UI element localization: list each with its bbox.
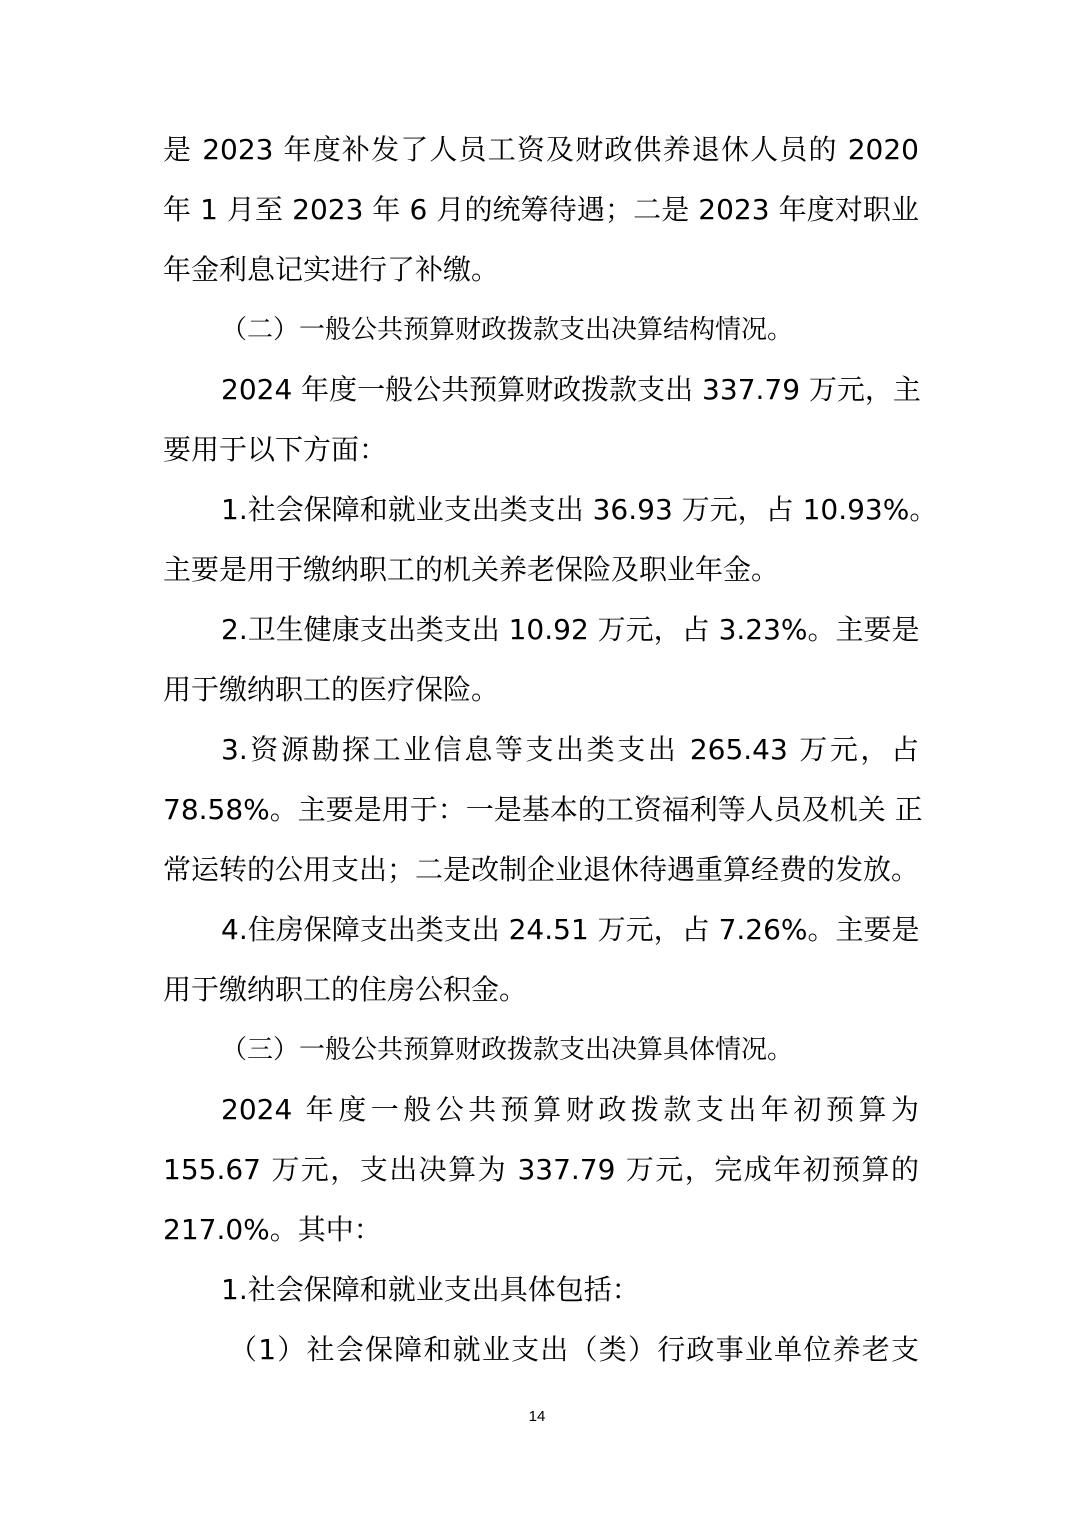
text-line: 是 2023 年度补发了人员工资及财政供养退休人员的 2020 — [163, 133, 919, 166]
text-line: 217.0%。其中： — [163, 1213, 382, 1246]
text-line: 1.社会保障和就业支出具体包括： — [221, 1273, 640, 1306]
text-line: 2024 年度一般公共预算财政拨款支出 337.79 万元，主 — [221, 373, 921, 406]
text-line: 年金利息记实进行了补缴。 — [163, 253, 500, 286]
text-line: 要用于以下方面： — [163, 433, 388, 466]
text-line: 78.58%。主要是用于：一是基本的工资福利等人员及机关 正 — [163, 793, 923, 826]
text-line: 用于缴纳职工的住房公积金。 — [163, 973, 528, 1006]
text-line: （1）社会保障和就业支出（类）行政事业单位养老支 — [229, 1333, 919, 1366]
text-line: 常运转的公用支出；二是改制企业退休待遇重算经费的发放。 — [163, 853, 920, 886]
text-line: 1.社会保障和就业支出类支出 36.93 万元，占 10.93%。 — [221, 493, 938, 526]
text-line: 年 1 月至 2023 年 6 月的统筹待遇；二是 2023 年度对职业 — [163, 193, 919, 226]
text-line: 2.卫生健康支出类支出 10.92 万元，占 3.23%。主要是 — [221, 613, 920, 646]
text-line: 155.67 万元，支出决算为 337.79 万元，完成年初预算的 — [163, 1153, 919, 1186]
text-line: 2024 年度一般公共预算财政拨款支出年初预算为 — [221, 1093, 919, 1126]
section-heading: （三）一般公共预算财政拨款支出决算具体情况。 — [221, 1035, 794, 1065]
section-heading: （二）一般公共预算财政拨款支出决算结构情况。 — [221, 315, 794, 345]
page-number: 14 — [528, 1408, 546, 1425]
document-body — [163, 120, 938, 1380]
text-line: 用于缴纳职工的医疗保险。 — [163, 673, 500, 706]
text-line: 主要是用于缴纳职工的机关养老保险及职业年金。 — [163, 553, 780, 586]
text-line: 3.资源勘探工业信息等支出类支出 265.43 万元，占 — [221, 733, 919, 766]
text-line: 4.住房保障支出类支出 24.51 万元，占 7.26%。主要是 — [221, 913, 920, 946]
